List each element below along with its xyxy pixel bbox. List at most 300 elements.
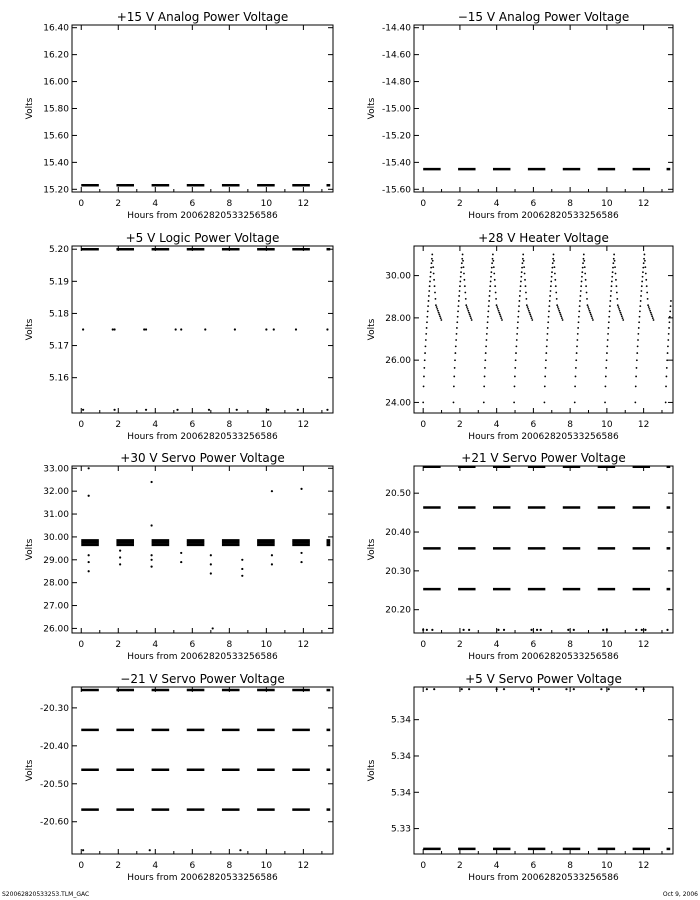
x-tick-label: 12 (637, 861, 650, 871)
data-point (488, 300, 490, 302)
data-point (434, 285, 436, 287)
data-point (669, 310, 671, 312)
x-tick-label: 4 (493, 861, 500, 871)
data-point (557, 306, 559, 308)
data-point (464, 285, 466, 287)
data-point (578, 316, 580, 318)
y-axis-label: Volts (25, 318, 35, 341)
chart-panel-5 (25, 451, 333, 662)
data-point (600, 688, 602, 690)
y-tick-label: -20.30 (39, 703, 69, 714)
data-point (643, 262, 645, 264)
y-tick-label: 20.40 (385, 528, 411, 539)
x-tick-label: 8 (567, 199, 574, 209)
data-point (525, 292, 527, 294)
x-tick-label: 0 (420, 199, 427, 209)
data-point (459, 285, 461, 287)
x-tick-label: 10 (260, 861, 273, 871)
y-tick-label: 5.34 (390, 715, 411, 726)
data-point (265, 328, 267, 330)
data-point (460, 271, 462, 273)
y-tick-label: -14.80 (381, 77, 411, 88)
data-point (554, 266, 556, 268)
data-point (609, 305, 611, 307)
data-point (560, 315, 562, 317)
data-point (430, 271, 432, 273)
data-point (589, 312, 591, 314)
data-point (497, 629, 499, 631)
data-point (644, 260, 646, 262)
data-point (453, 376, 455, 378)
data-point (426, 327, 428, 329)
data-point (241, 575, 243, 577)
x-axis-label: Hours from 20062820533256586 (468, 873, 619, 883)
data-point (649, 308, 651, 310)
data-point (470, 317, 472, 319)
data-point (580, 290, 582, 292)
data-point (427, 310, 429, 312)
data-point (518, 305, 520, 307)
y-tick-label: 26.00 (43, 624, 69, 635)
data-point (615, 273, 617, 275)
data-point (423, 367, 425, 369)
data-point (538, 688, 540, 690)
data-point (607, 339, 609, 341)
data-point (618, 308, 620, 310)
data-point (567, 629, 569, 631)
data-point (610, 290, 612, 292)
data-point (436, 306, 438, 308)
data-point (485, 345, 487, 347)
data-point (581, 271, 583, 273)
data-point (576, 345, 578, 347)
y-axis-label: Volts (25, 97, 35, 120)
data-point (496, 304, 498, 306)
data-point (577, 333, 579, 335)
data-point (150, 566, 152, 568)
data-point (641, 629, 643, 631)
data-point (513, 402, 515, 404)
data-point (548, 305, 550, 307)
data-point (530, 315, 532, 317)
y-tick-label: -20.50 (39, 779, 69, 790)
data-point (604, 402, 606, 404)
data-point (584, 273, 586, 275)
data-point (549, 295, 551, 297)
data-point (456, 321, 458, 323)
data-point (575, 376, 577, 378)
data-point (422, 629, 424, 631)
x-tick-label: 6 (530, 640, 537, 650)
data-point (648, 306, 650, 308)
data-point (574, 386, 576, 388)
data-point (467, 308, 469, 310)
data-point (636, 367, 638, 369)
y-tick-label: 29.00 (43, 555, 69, 566)
data-point (582, 267, 584, 269)
data-point (241, 559, 243, 561)
data-point (621, 315, 623, 317)
chart-panel-4 (367, 231, 673, 442)
data-point (647, 304, 649, 306)
x-tick-label: 12 (297, 861, 310, 871)
x-tick-label: 2 (457, 420, 463, 430)
data-point (614, 266, 616, 268)
chart-panel-3 (25, 231, 333, 442)
data-point (425, 339, 427, 341)
plot-frame (414, 246, 673, 413)
data-point (150, 524, 152, 526)
data-point (612, 271, 614, 273)
data-point (553, 254, 555, 256)
y-tick-label: 31.00 (43, 510, 69, 521)
data-point (583, 260, 585, 262)
data-point (517, 316, 519, 318)
data-point (241, 568, 243, 570)
x-tick-label: 2 (457, 199, 463, 209)
data-point (425, 345, 427, 347)
y-tick-label: 26.00 (385, 356, 411, 367)
data-point (494, 285, 496, 287)
data-point (503, 629, 505, 631)
data-point (670, 305, 672, 307)
data-point (212, 627, 214, 629)
data-point (487, 316, 489, 318)
plot-frame (414, 25, 673, 192)
data-point (437, 310, 439, 312)
data-point (556, 304, 558, 306)
data-point (544, 386, 546, 388)
data-point (636, 359, 638, 361)
data-point (667, 339, 669, 341)
data-point (487, 310, 489, 312)
data-point (210, 563, 212, 565)
data-point (517, 321, 519, 323)
data-point (119, 563, 121, 565)
data-point (519, 290, 521, 292)
data-point (428, 290, 430, 292)
data-point (462, 629, 464, 631)
y-tick-label: 16.00 (43, 77, 69, 88)
data-point (580, 285, 582, 287)
data-point (636, 352, 638, 354)
data-point (425, 333, 427, 335)
x-tick-label: 10 (260, 199, 273, 209)
data-point (82, 328, 84, 330)
data-point (88, 495, 90, 497)
data-point (454, 367, 456, 369)
data-point (544, 402, 546, 404)
data-point (295, 328, 297, 330)
data-point (544, 376, 546, 378)
data-point (551, 276, 553, 278)
data-point (573, 629, 575, 631)
y-tick-label: -20.60 (39, 817, 69, 828)
data-point (521, 267, 523, 269)
data-point (642, 276, 644, 278)
data-point (573, 688, 575, 690)
data-point (616, 292, 618, 294)
data-point (453, 402, 455, 404)
footer-date: Oct 9, 2006 (662, 891, 698, 898)
data-point (583, 258, 585, 260)
data-point (611, 281, 613, 283)
data-point (471, 319, 473, 321)
x-tick-label: 0 (420, 640, 427, 650)
data-point (635, 386, 637, 388)
data-point (637, 333, 639, 335)
data-point (180, 552, 182, 554)
x-tick-label: 8 (567, 640, 574, 650)
data-point (423, 386, 425, 388)
data-point (583, 254, 585, 256)
x-tick-label: 6 (189, 420, 196, 430)
data-point (552, 258, 554, 260)
x-tick-label: 10 (601, 640, 613, 650)
data-point (88, 554, 90, 556)
data-point (453, 386, 455, 388)
data-point (454, 352, 456, 354)
data-point (523, 260, 525, 262)
y-tick-label: 33.00 (43, 464, 69, 475)
data-point (458, 295, 460, 297)
data-point (484, 376, 486, 378)
data-point (88, 561, 90, 563)
x-tick-label: 4 (493, 420, 500, 430)
data-point (578, 310, 580, 312)
data-point (525, 285, 527, 287)
chart-title: +5 V Logic Power Voltage (125, 231, 280, 245)
data-point (455, 339, 457, 341)
data-point (645, 273, 647, 275)
x-tick-label: 4 (493, 199, 500, 209)
data-point (565, 688, 567, 690)
data-point (522, 262, 524, 264)
x-tick-label: 8 (226, 420, 233, 430)
data-point (606, 359, 608, 361)
data-point (520, 276, 522, 278)
data-point (150, 559, 152, 561)
data-point (546, 345, 548, 347)
data-point (666, 629, 668, 631)
data-point (591, 315, 593, 317)
data-point (500, 317, 502, 319)
x-tick-label: 10 (601, 199, 613, 209)
data-point (485, 352, 487, 354)
x-tick-label: 4 (152, 420, 159, 430)
y-tick-label: 5.20 (48, 245, 69, 256)
y-axis-label: Volts (367, 759, 377, 782)
data-point (234, 328, 236, 330)
data-point (426, 688, 428, 690)
x-tick-label: 6 (189, 640, 196, 650)
data-point (605, 386, 607, 388)
plot-frame (414, 687, 673, 854)
data-point (431, 262, 433, 264)
data-point (175, 328, 177, 330)
data-point (529, 312, 531, 314)
data-point (489, 290, 491, 292)
data-point (271, 554, 273, 556)
data-point (635, 376, 637, 378)
data-point (667, 352, 669, 354)
data-point (204, 328, 206, 330)
data-point (484, 367, 486, 369)
data-point (540, 629, 542, 631)
data-point (456, 333, 458, 335)
data-point (495, 298, 497, 300)
y-tick-label: 15.60 (43, 131, 69, 142)
data-point (82, 409, 84, 411)
y-tick-label: 16.20 (43, 50, 69, 61)
y-tick-label: -14.60 (381, 50, 411, 61)
data-point (622, 319, 624, 321)
data-point (591, 317, 593, 319)
y-tick-label: -15.40 (381, 158, 411, 169)
data-point (605, 367, 607, 369)
data-point (239, 849, 241, 851)
data-point (524, 279, 526, 281)
data-point (464, 292, 466, 294)
y-tick-label: -20.40 (39, 741, 69, 752)
data-point (643, 688, 645, 690)
data-point (637, 345, 639, 347)
data-point (519, 295, 521, 297)
x-tick-label: 0 (78, 199, 85, 209)
data-point (619, 310, 621, 312)
chart-title: +5 V Servo Power Voltage (465, 672, 622, 686)
x-tick-label: 12 (637, 640, 650, 650)
x-tick-label: 4 (152, 199, 159, 209)
chart-panel-1 (25, 10, 333, 221)
data-point (459, 290, 461, 292)
data-point (561, 317, 563, 319)
data-point (520, 285, 522, 287)
data-point (428, 295, 430, 297)
data-point (649, 310, 651, 312)
x-tick-label: 2 (115, 199, 122, 209)
data-point (489, 285, 491, 287)
data-point (554, 273, 556, 275)
data-point (651, 315, 653, 317)
data-point (435, 304, 437, 306)
data-point (641, 285, 643, 287)
data-point (644, 254, 646, 256)
data-point (490, 281, 492, 283)
data-point (488, 305, 490, 307)
data-point (607, 333, 609, 335)
data-point (548, 316, 550, 318)
data-point (456, 327, 458, 329)
data-point (486, 327, 488, 329)
data-point (550, 290, 552, 292)
data-point (643, 258, 645, 260)
data-point (176, 409, 178, 411)
data-point (300, 561, 302, 563)
data-point (609, 310, 611, 312)
data-point (530, 629, 532, 631)
data-point (576, 339, 578, 341)
data-point (581, 276, 583, 278)
chart-title: +28 V Heater Voltage (478, 231, 609, 245)
data-point (522, 258, 524, 260)
data-point (635, 688, 637, 690)
y-tick-label: 15.80 (43, 104, 69, 115)
data-point (550, 285, 552, 287)
data-point (490, 276, 492, 278)
data-point (585, 279, 587, 281)
data-point (524, 273, 526, 275)
x-tick-label: 10 (601, 861, 613, 871)
y-axis-label: Volts (367, 318, 377, 341)
data-point (645, 279, 647, 281)
data-point (608, 327, 610, 329)
data-point (637, 339, 639, 341)
data-point (491, 267, 493, 269)
data-point (526, 304, 528, 306)
data-point (88, 570, 90, 572)
data-point (422, 402, 424, 404)
data-point (300, 488, 302, 490)
data-point (608, 688, 610, 690)
x-tick-label: 6 (189, 861, 196, 871)
data-point (462, 260, 464, 262)
y-axis-label: Volts (25, 759, 35, 782)
data-point (518, 310, 520, 312)
data-point (666, 367, 668, 369)
data-point (461, 262, 463, 264)
data-point (326, 409, 328, 411)
x-tick-label: 0 (420, 420, 427, 430)
data-point (587, 304, 589, 306)
data-point (498, 310, 500, 312)
data-point (605, 376, 607, 378)
x-tick-label: 12 (297, 199, 310, 209)
x-axis-label: Hours from 20062820533256586 (127, 432, 278, 442)
data-point (514, 386, 516, 388)
data-point (271, 563, 273, 565)
data-point (579, 300, 581, 302)
data-point (300, 552, 302, 554)
data-point (463, 273, 465, 275)
data-point (620, 312, 622, 314)
data-point (618, 306, 620, 308)
data-point (640, 295, 642, 297)
data-point (468, 312, 470, 314)
data-point (546, 339, 548, 341)
data-point (580, 295, 582, 297)
x-tick-label: 0 (78, 861, 85, 871)
data-point (500, 315, 502, 317)
data-point (613, 258, 615, 260)
data-point (548, 310, 550, 312)
data-point (493, 273, 495, 275)
chart-title: +30 V Servo Power Voltage (120, 451, 285, 465)
x-tick-label: 12 (297, 640, 310, 650)
x-tick-label: 8 (226, 199, 233, 209)
data-point (483, 402, 485, 404)
data-point (551, 267, 553, 269)
data-point (521, 271, 523, 273)
data-point (271, 490, 273, 492)
data-point (145, 409, 147, 411)
data-point (435, 298, 437, 300)
x-tick-label: 8 (226, 861, 233, 871)
data-point (438, 314, 440, 316)
data-point (638, 327, 640, 329)
data-point (497, 308, 499, 310)
data-point (531, 319, 533, 321)
